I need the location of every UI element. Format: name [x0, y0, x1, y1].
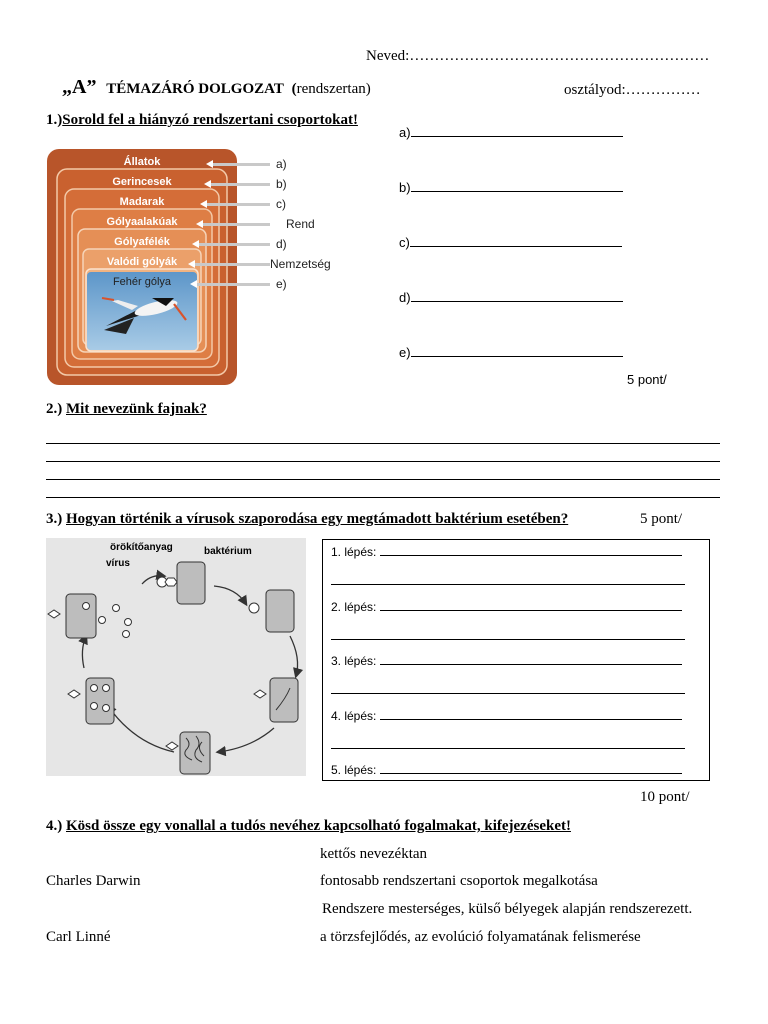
genetic-material-label: örökítőanyag	[110, 542, 173, 553]
pointer-arrow-icon	[198, 243, 270, 246]
q2-answer-line-2[interactable]	[46, 461, 720, 462]
q1-answer-row	[399, 344, 623, 360]
page-title: „A” TÉMAZÁRÓ DOLGOZAT (rendszertan)	[62, 76, 371, 98]
step-label: 1. lépés:	[331, 545, 377, 559]
q1-answer-field[interactable]	[411, 289, 623, 302]
taxonomy-level-label: Gólyaalakúak	[106, 216, 178, 228]
q4-question: Kösd össze egy vonallal a tudós nevéhez kapcsolható fogalmakat, kifejezéseket!	[66, 818, 571, 834]
step-label: 5. lépés:	[331, 763, 377, 777]
q3-question: Hogyan történik a vírusok szaporodása egy megtámadott baktérium esetében?	[66, 511, 569, 527]
step-answer-line[interactable]	[331, 584, 685, 585]
pointer-arrow-label: a)	[276, 157, 287, 171]
pointer-arrow-label: e)	[276, 277, 287, 291]
q1-answer-label: e)	[399, 345, 411, 360]
step-answer-line[interactable]	[331, 639, 685, 640]
taxonomy-level-label: Fehér gólya	[112, 276, 172, 288]
pointer-arrow-icon	[202, 223, 270, 226]
pointer-arrow-icon	[210, 183, 270, 186]
bacterium-cell-2	[266, 590, 294, 632]
step-row	[331, 708, 682, 723]
pointer-arrow-label: Nemzetség	[270, 257, 331, 271]
q2-question: Mit nevezünk fajnak?	[66, 401, 207, 417]
bacterium-label: baktérium	[204, 546, 252, 557]
step-row	[331, 653, 682, 668]
pointer-arrow-icon	[206, 203, 270, 206]
q1-answer-field[interactable]	[410, 234, 622, 247]
step-answer-line[interactable]	[331, 748, 685, 749]
pointer-arrow-icon	[212, 163, 270, 166]
pointer-arrow-label: d)	[276, 237, 287, 251]
q1-answer-label: d)	[399, 290, 411, 305]
concept-binomial-nomenclature[interactable]: kettős nevezéktan	[320, 846, 428, 862]
q1-answer-field[interactable]	[411, 179, 623, 192]
q1-points: 5 pont/	[627, 372, 667, 387]
pointer-arrow-label: c)	[276, 197, 286, 211]
pointer-arrow-label: Rend	[286, 217, 315, 231]
bacterium-cell-1	[177, 562, 205, 604]
q1-answer-row	[399, 234, 622, 250]
step-answer-field[interactable]	[380, 762, 682, 774]
steps-box	[322, 539, 710, 781]
step-label: 3. lépés:	[331, 654, 377, 668]
pointer-arrow-label: b)	[276, 177, 287, 191]
q1-answer-field[interactable]	[411, 124, 623, 137]
q3-points-top: 5 pont/	[640, 511, 683, 527]
step-row	[331, 544, 682, 559]
pointer-arrow-icon	[196, 283, 270, 286]
taxonomy-level-label: Gólyafélék	[114, 236, 170, 248]
pointer-arrow-icon	[194, 263, 270, 266]
taxonomy-diagram	[46, 148, 346, 388]
class-field-label: osztályod:……………	[564, 82, 701, 98]
q4-heading: 4.) Kösd össze egy vonallal a tudós nevéhez kapcsolható fogalmakat, kifejezéseket!	[46, 818, 571, 834]
bacterium-cell-6	[66, 594, 96, 638]
taxonomy-level-label: Gerincesek	[112, 176, 172, 188]
name-field-label: Neved:……………………………………………………	[366, 48, 710, 64]
q2-answer-line-4[interactable]	[46, 497, 720, 498]
step-row	[331, 762, 682, 777]
taxonomy-level-label: Állatok	[123, 156, 161, 168]
q3-heading: 3.) Hogyan történik a vírusok szaporodása egy megtámadott baktérium esetében?	[46, 511, 569, 527]
test-version-label: „A”	[62, 76, 97, 98]
scientist-darwin[interactable]: Charles Darwin	[46, 873, 141, 889]
virus-label: vírus	[106, 558, 130, 569]
q1-answer-row	[399, 289, 623, 305]
q2-answer-line-1[interactable]	[46, 443, 720, 444]
q2-answer-line-3[interactable]	[46, 479, 720, 480]
q1-question: Sorold fel a hiányzó rendszertani csoportokat!	[62, 112, 358, 128]
step-label: 2. lépés:	[331, 599, 377, 614]
step-label: 4. lépés:	[331, 708, 377, 723]
test-title: TÉMAZÁRÓ DOLGOZAT	[106, 81, 284, 97]
q3-points-bottom: 10 pont/	[640, 789, 690, 805]
q1-answer-row	[399, 179, 623, 195]
step-answer-field[interactable]	[380, 653, 682, 665]
q1-heading: 1.)Sorold fel a hiányzó rendszertani csoportokat!	[46, 112, 358, 128]
test-subtitle: rendszertan)	[296, 81, 371, 97]
q2-heading: 2.) Mit nevezünk fajnak?	[46, 401, 207, 417]
bacterium-cell-5	[86, 678, 114, 724]
step-answer-line[interactable]	[331, 693, 685, 694]
step-answer-field[interactable]	[380, 599, 682, 611]
taxonomy-level-label: Valódi gólyák	[106, 256, 178, 268]
step-answer-field[interactable]	[380, 544, 682, 556]
virus-cycle-diagram	[46, 538, 306, 776]
taxonomy-level-label: Madarak	[119, 196, 165, 208]
q1-answer-field[interactable]	[411, 344, 623, 357]
q1-answer-label: b)	[399, 180, 411, 195]
concept-taxonomic-groups[interactable]: fontosabb rendszertani csoportok megalkotása	[320, 873, 598, 889]
step-answer-field[interactable]	[380, 708, 682, 720]
scientist-linne[interactable]: Carl Linné	[46, 929, 111, 945]
concept-evolution[interactable]: a törzsfejlődés, az evolúció folyamatának felismerése	[320, 929, 641, 945]
q1-answer-label: a)	[399, 125, 411, 140]
concept-artificial-system[interactable]: Rendszere mesterséges, külső bélyegek alapján rendszerezett.	[322, 901, 693, 917]
q1-answer-label: c)	[399, 235, 410, 250]
step-row	[331, 599, 682, 614]
q1-answer-row	[399, 124, 623, 140]
